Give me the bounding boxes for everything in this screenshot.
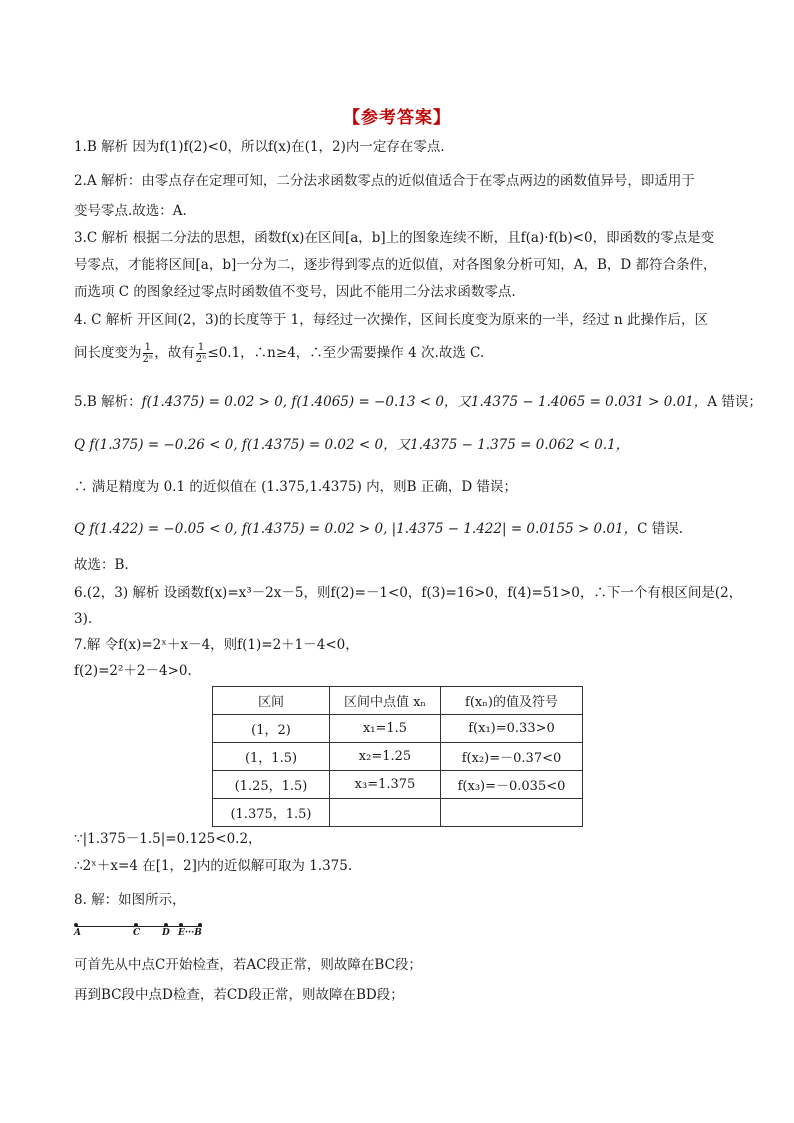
answer-5-formula-1: f(1.4375) = 0.02 > 0, f(1.4065) = −0.13 < 0，又1.4375 − 1.4065 = 0.031 > 0.01， [141,394,708,410]
table-row [213,799,583,827]
answer-6 [74,584,743,602]
table-cell: f(x₃)=－0.035<0 [441,771,583,799]
answer-8-label: 8. [74,892,87,908]
answer-4-text-b: ，故有 [154,345,195,361]
table-header: f(xₙ)的值及符号 [441,687,583,715]
answer-2-label: 2.A [74,173,97,189]
answer-8 [74,891,734,909]
answer-5-line-4 [74,520,734,538]
answer-6-line-1: 解析 设函数f(x)=x³－2x－5，则f(2)=－1<0，f(3)=16>0，f(4)=51>0，∴下一个有根区间是(2， [132,585,743,601]
answer-7-line-2: f(2)=2²＋2－4>0. [74,663,192,679]
point-e [179,923,183,927]
answer-8-line-1: 解：如图所示， [91,892,186,908]
answer-4-label: 4. C [74,312,102,328]
table-cell: (1，2) [213,715,330,743]
table-cell: x₃=1.375 [330,771,441,799]
table-header: 区间中点值 xₙ [330,687,441,715]
table-cell: (1，1.5) [213,743,330,771]
answer-7-line-4: ∴2ˣ＋x=4 在[1，2]内的近似解可取为 1.375. [74,858,353,874]
answer-5-text-c: A 错误； [707,394,762,410]
point-b [198,923,202,927]
answer-4-line-1: 解析 开区间(2，3)的长度等于 1，每经过一次操作，区间长度变为原来的一半，经过 n 此操作后，区 [105,312,708,328]
table-cell: x₂=1.25 [330,743,441,771]
answer-4-text-c: ≤0.1，∴n≥4，∴至少需要操作 4 次.故选 C. [207,345,485,361]
fraction-2-denominator: 2ⁿ [195,354,207,365]
answer-5-text-a: 解析： [101,394,142,410]
fraction-1-denominator: 2ⁿ [142,354,154,365]
table-header: 区间 [213,687,330,715]
answer-7-label: 7.解 [74,637,101,653]
table-cell: x₁=1.5 [330,715,441,743]
bisection-table [212,686,583,827]
answer-5-formula-4: Q f(1.422) = −0.05 < 0, f(1.4375) = 0.02 > 0, |1.4375 − 1.422| = 0.0155 > 0.01， [74,521,638,537]
answer-1-label: 1.B [74,139,97,155]
answer-2-line-2: 变号零点.故选：A. [74,203,187,219]
answer-8-line-3: 再到BC段中点D检查，若CD段正常，则故障在BD段； [74,987,404,1003]
table-cell [441,799,583,827]
answer-6-label: 6.(2，3) [74,585,129,601]
answer-7 [74,636,734,654]
answer-1-text: 解析 因为f(1)f(2)<0，所以f(x)在(1，2)内一定存在零点. [101,139,445,155]
table-row [213,771,583,799]
segment-line [76,926,202,927]
answer-3-line-1: 解析 根据二分法的思想，函数f(x)在区间[a，b]上的图象连续不断，且f(a)·f(b)<0，即函数的零点是变 [101,230,715,246]
point-label-a: A [74,928,81,938]
answer-5-text-3a: ∴ 满足精度为 0.1 的近似值在 (1.375,1.4375) 内，则 [74,479,407,495]
answer-4-text-a: 间长度变为 [74,345,142,361]
fraction-2 [196,342,207,365]
answer-5-label: 5.B [74,394,97,410]
answer-6-line-2: 3). [74,611,93,627]
answer-2-line-1: 解析：由零点存在定理可知，二分法求函数零点的近似值适合于在零点两边的函数值异号，即适用于 [100,173,695,189]
page-title: 【参考答案】 [343,108,451,128]
point-label-e-b: E···B [178,928,202,938]
answer-5-line-3 [74,478,734,496]
fraction-2-numerator: 1 [196,342,207,354]
fraction-1-numerator: 1 [143,342,154,354]
segment-diagram [74,920,204,940]
point-label-d: D [162,928,170,938]
point-d [164,923,168,927]
answer-5 [74,393,762,411]
point-a [74,923,78,927]
point-c [134,923,138,927]
answer-7-line-3: ∵|1.375－1.5|=0.125<0.2， [74,831,262,847]
answer-3-line-3: 而选项 C 的图象经过零点时函数值不变号，因此不能用二分法求函数零点. [74,284,516,300]
table-cell: (1.25，1.5) [213,771,330,799]
table-cell: f(x₂)=－0.37<0 [441,743,583,771]
table-row [213,715,583,743]
answer-4 [74,311,734,329]
answer-5-text-3b: B 正确，D 错误； [406,479,517,495]
answer-3-label: 3.C [74,230,98,246]
answer-1 [74,138,734,156]
table-cell: f(x₁)=0.33>0 [441,715,583,743]
answer-3 [74,229,734,247]
answer-4-line-2 [74,340,734,366]
fraction-1 [143,342,154,365]
table-cell: (1.375，1.5) [213,799,330,827]
answer-7-line-1: 令f(x)=2ˣ＋x－4，则f(1)=2＋1－4<0， [104,637,359,653]
answer-2 [74,172,734,190]
answer-8-line-2: 可首先从中点C开始检查，若AC段正常，则故障在BC段； [74,957,422,973]
answer-5-conclusion: 故选：B. [74,557,129,573]
table-header-row [213,687,583,715]
table-row [213,743,583,771]
table-cell [330,799,441,827]
point-label-c: C [133,928,141,938]
answer-5-formula-2: Q f(1.375) = −0.26 < 0, f(1.4375) = 0.02 < 0，又1.4375 − 1.375 = 0.062 < 0.1， [74,437,630,453]
answer-5-text-4b: C 错误. [637,521,684,537]
answer-3-line-2: 号零点，才能将区间[a，b]一分为二，逐步得到零点的近似值，对各图象分析可知，A，B，D 都符合条件， [74,257,717,273]
